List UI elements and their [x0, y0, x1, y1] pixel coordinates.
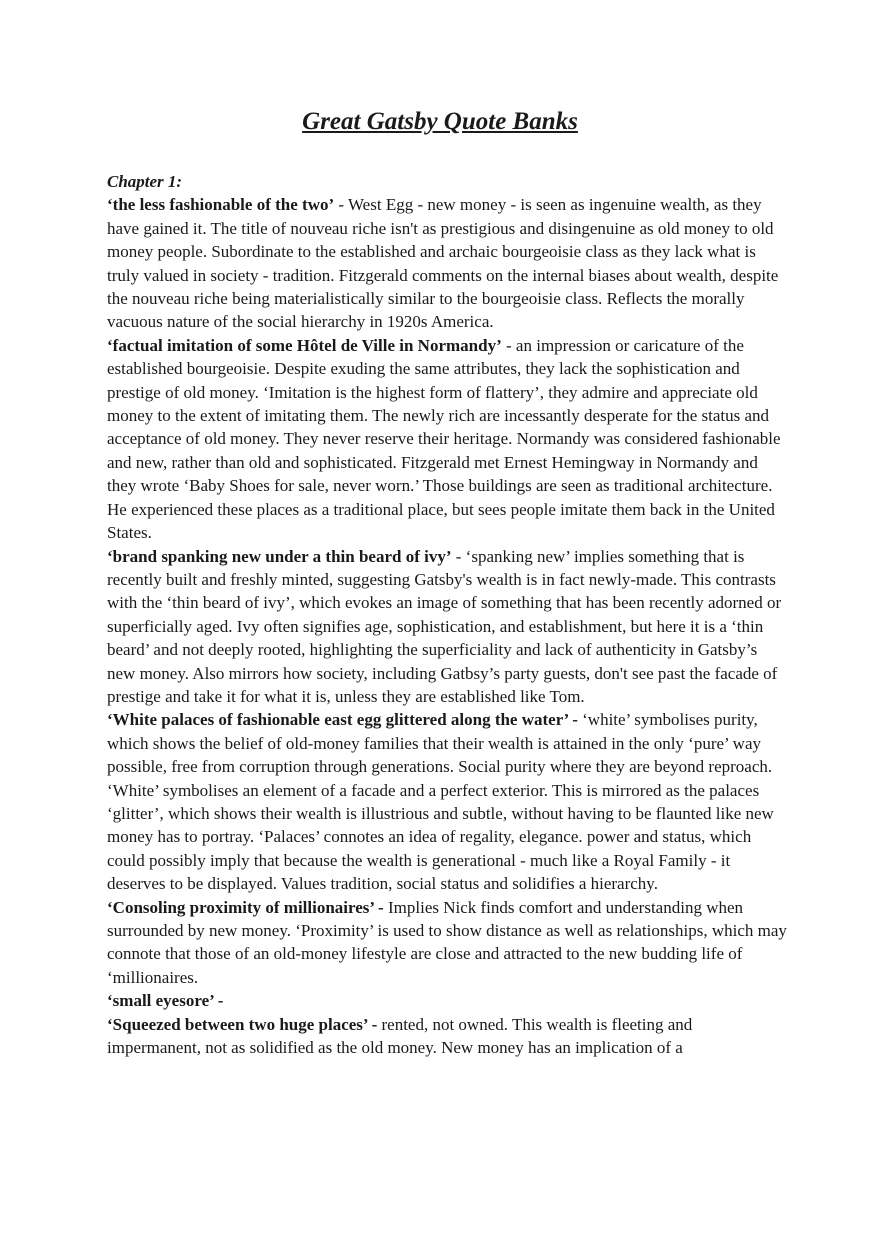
- chapter-heading: Chapter 1:: [107, 172, 183, 191]
- quote-separator: -: [451, 546, 466, 566]
- quote-entry: [107, 989, 787, 1012]
- quote-entry: [107, 708, 787, 895]
- quote-entry: [107, 1013, 787, 1060]
- quote-text: ‘factual imitation of some Hôtel de Ville in Normandy’: [107, 335, 502, 355]
- quote-analysis: ‘white’ symbolises purity, which shows the belief of old-money families that their wealth is attained in the only ‘pure’ way possible, free from corruption through generations. Social purity where they are beyond reproach. ‘White’ symbolises an element of a facade and a perfect exterior. This is mirrored as the palaces ‘glitter’, which shows their wealth is illustrious and subtle, without having to be flaunted like new money has to portray. ‘Palaces’ connotes an idea of regality, elegance. power and status, which could possibly imply that because the wealth is generational - much like a Royal Family - it deserves to be displayed. Values tradition, social status and solidifies a hierarchy.: [107, 710, 774, 894]
- quote-text: ‘Squeezed between two huge places’ -: [107, 1014, 382, 1034]
- quote-entry: [107, 896, 787, 990]
- quote-separator: -: [501, 335, 516, 355]
- quote-analysis: an impression or caricature of the established bourgeoisie. Despite exuding the same attributes, they lack the sophistication and prestige of old money. ‘Imitation is the highest form of flattery’, they admire and appreciate old money to the extent of imitating them. The newly rich are incessantly desperate for the status and acceptance of old money. They never reserve their heritage. Normandy was considered fashionable and new, rather than old and sophisticated. Fitzgerald met Ernest Hemingway in Normandy and they wrote ‘Baby Shoes for sale, never worn.’ Those buildings are seen as traditional architecture. He experienced these places as a traditional place, but sees people imitate them back in the United States.: [107, 335, 781, 543]
- quote-text: ‘the less fashionable of the two’: [107, 195, 335, 215]
- document-title: Great Gatsby Quote Banks: [302, 108, 578, 135]
- quote-entry: [107, 193, 787, 333]
- quote-text: ‘brand spanking new under a thin beard of ivy’: [107, 546, 452, 566]
- quote-separator: -: [334, 195, 348, 215]
- quote-analysis: ‘spanking new’ implies something that is recently built and freshly minted, suggesting Gatsby's wealth is in fact newly-made. This contrasts with the ‘thin beard of ivy’, which evokes an image of something that has been recently adorned or superficially aged. Ivy often signifies age, sophistication, and establishment, but here it is a ‘thin beard’ and not deeply rooted, highlighting the superficiality and lack of authenticity in Gatsby’s new money. Also mirrors how society, including Gatbsy’s party guests, don't see past the facade of prestige and take it for what it is, unless they are established like Tom.: [107, 546, 782, 706]
- quote-entry: [107, 334, 787, 545]
- quote-entry: [107, 545, 787, 709]
- quote-text: ‘small eyesore’ -: [107, 991, 224, 1011]
- quote-text: ‘White palaces of fashionable east egg glittered along the water’ -: [107, 710, 583, 730]
- quote-analysis: West Egg - new money - is seen as ingenuine wealth, as they have gained it. The title of nouveau riche isn't as prestigious and disingenuine as old money to old money people. Subordinate to the established and archaic bourgeoisie class as they lack what is truly valued in society - tradition. Fitzgerald comments on the internal biases about wealth, despite the nouveau riche being materialistically similar to the bourgeoisie class. Reflects the morally vacuous nature of the social hierarchy in 1920s America.: [107, 195, 779, 332]
- quote-analysis: Implies Nick finds comfort and understanding when surrounded by new money. ‘Proximity’ is used to show distance as well as relationships, which may connote that those of an old-money lifestyle are close and attracted to the new budding life of ‘millionaires.: [107, 897, 787, 987]
- quote-text: ‘Consoling proximity of millionaires’ -: [107, 897, 388, 917]
- document-body: [107, 170, 787, 1059]
- quote-analysis: rented, not owned. This wealth is fleeting and impermanent, not as solidified as the old money. New money has an implication of a: [107, 1014, 693, 1058]
